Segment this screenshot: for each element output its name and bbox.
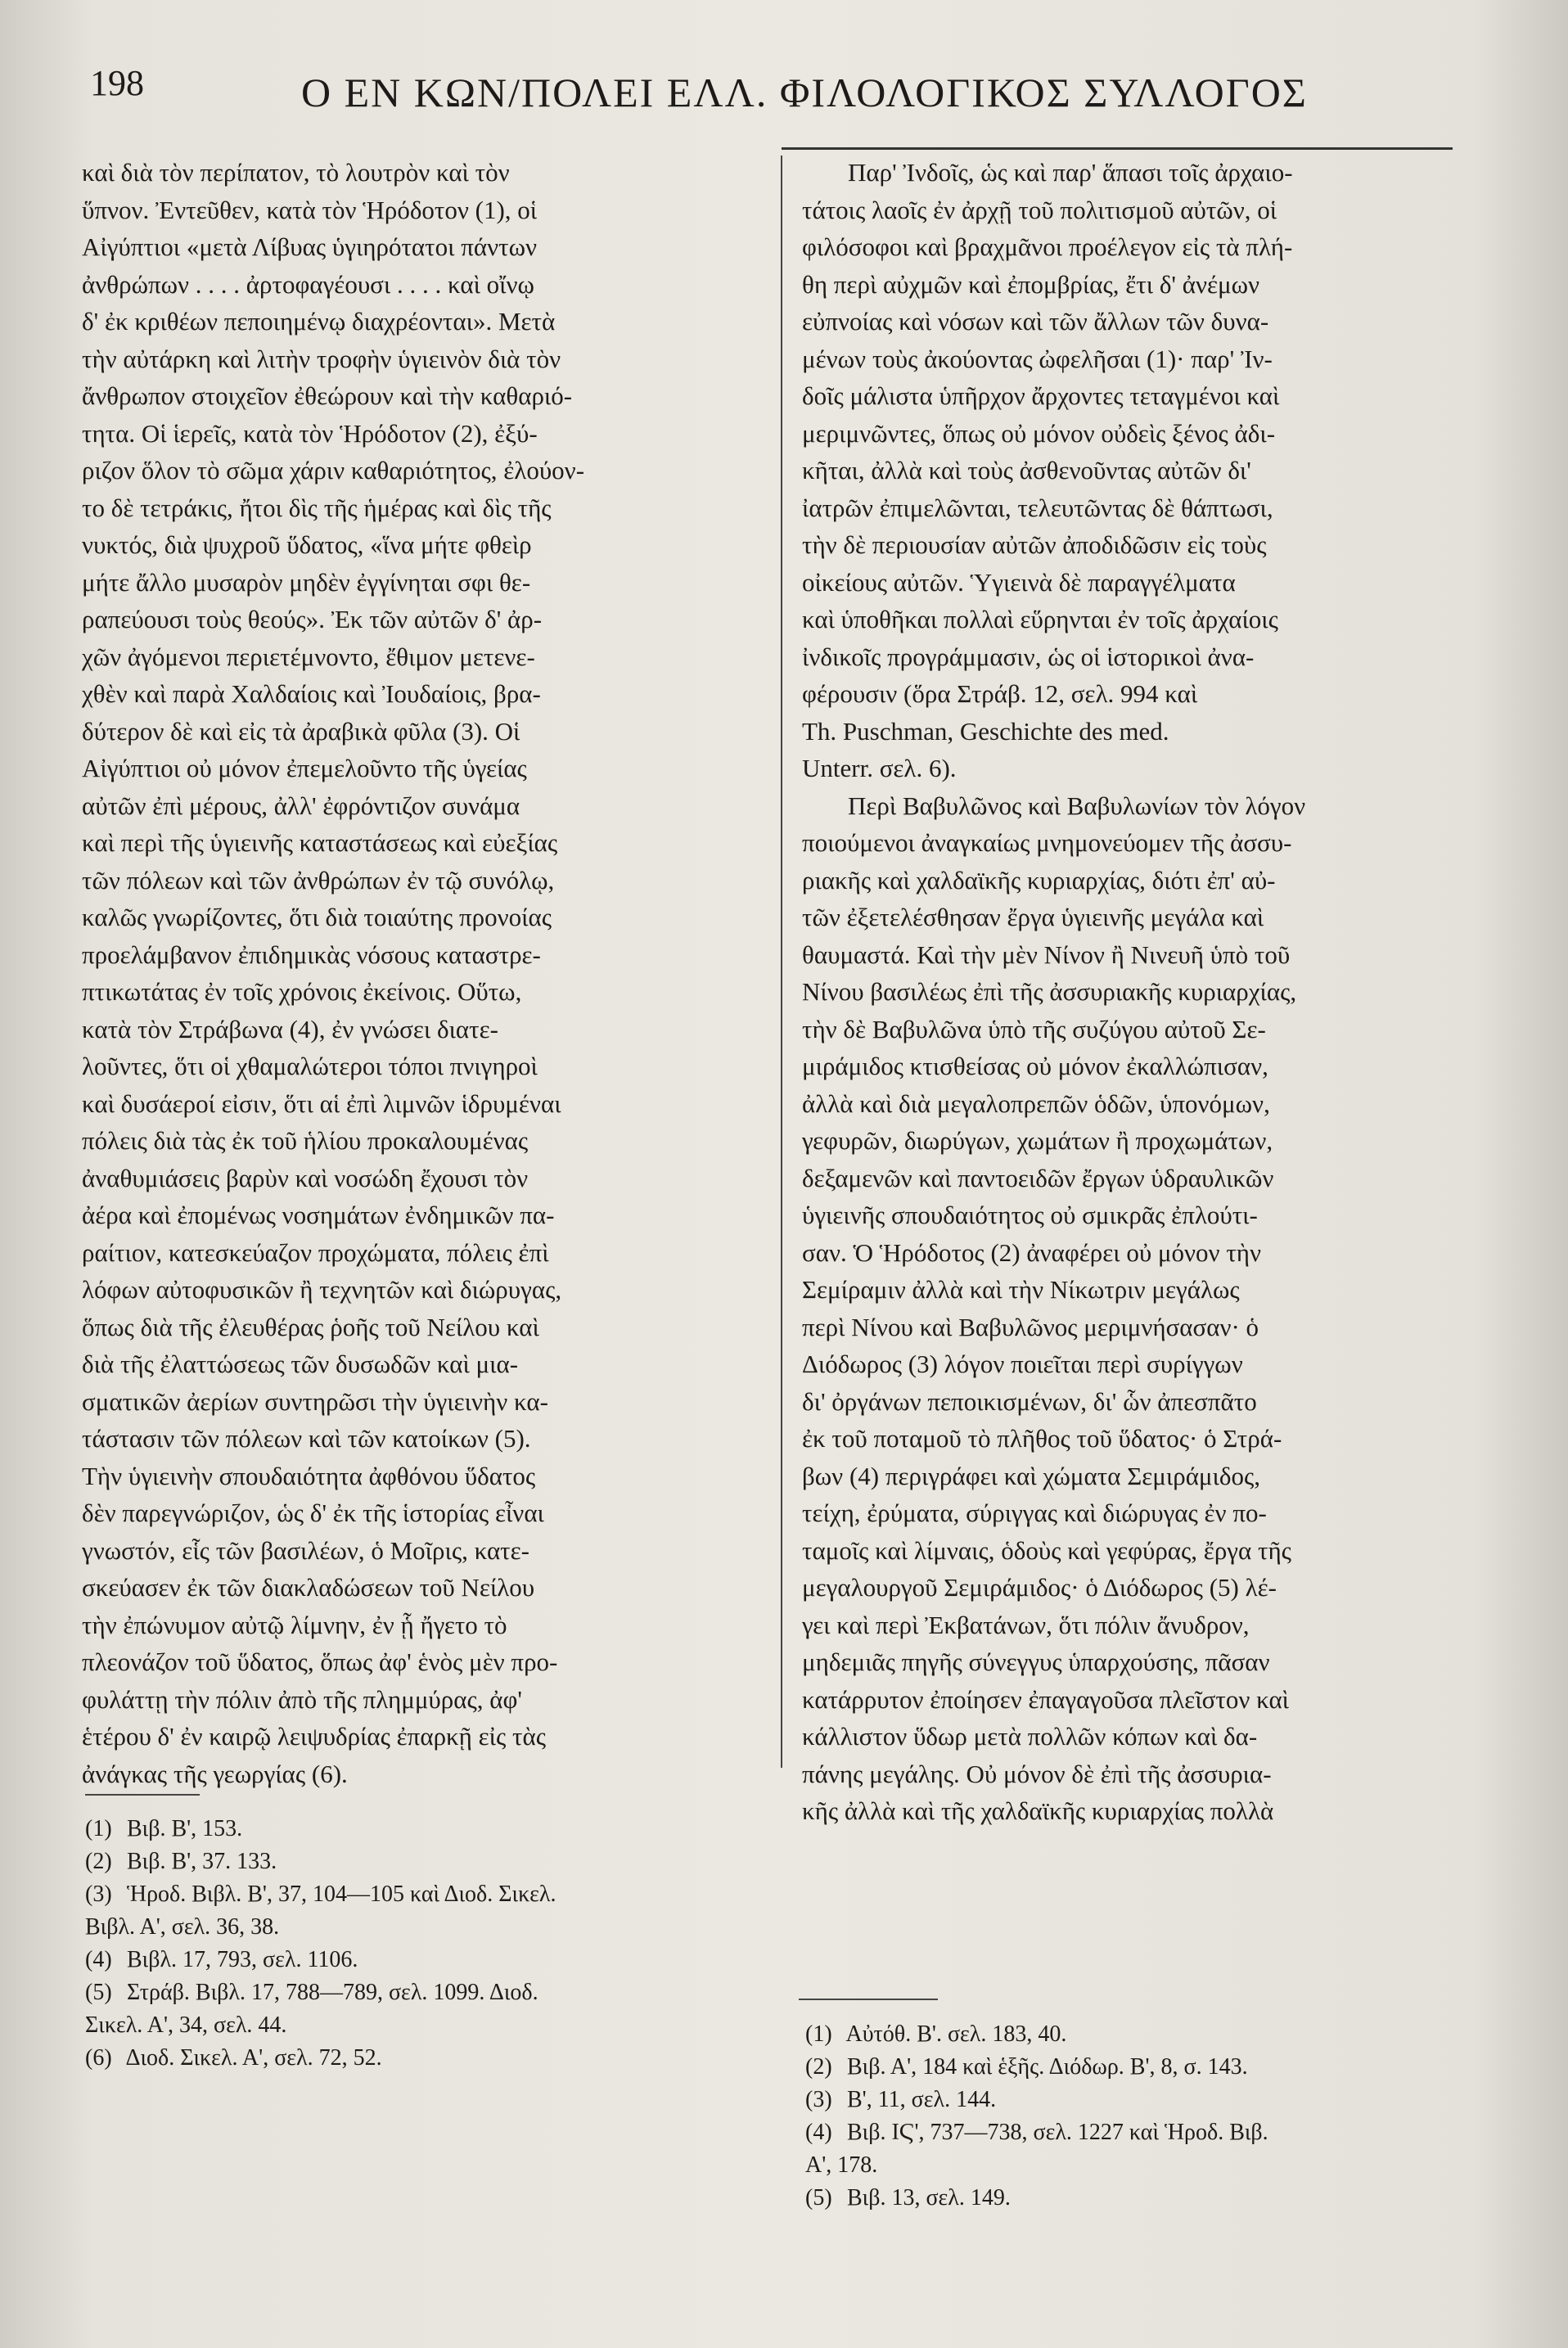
footnote — [85, 1944, 740, 1976]
footnote-marker: (1) — [805, 2021, 832, 2047]
footnote-text: Βιβ. Β', 37. 133. — [127, 1849, 277, 1874]
text-line: ἀνθρώπων . . . . ἀρτοφαγέουσι . . . . καὶ οἴνῳ — [82, 269, 534, 299]
footnotes-right — [805, 2018, 1460, 2215]
text-line: δ' ἐκ κριθέων πεποιημένῳ διαχρέονται». Μετὰ — [82, 307, 556, 336]
text-line: καλῶς γνωρίζοντες, ὅτι διὰ τοιαύτης προνοίας — [82, 903, 552, 931]
footnote-rule-left — [85, 1794, 200, 1796]
text-line: καὶ διὰ τὸν περίπατον, τὸ λουτρὸν καὶ τὸν — [82, 158, 510, 187]
text-line: τητα. Οἱ ἱερεῖς, κατὰ τὸν Ἡρόδοτον (2), ἐξύ- — [82, 418, 538, 448]
text-line: ἀέρα καὶ ἐπομένως νοσημάτων ἐνδημικῶν πα- — [82, 1201, 555, 1229]
text-line: φιλόσοφοι καὶ βραχμᾶνοι προέλεγον εἰς τὰ πλή- — [802, 232, 1293, 261]
text-line: μιράμιδος κτισθείσας οὐ μόνον ἐκαλλώπισαν, — [802, 1052, 1268, 1080]
text-line: τὴν αὐτάρκη καὶ λιτὴν τροφὴν ὑγιεινὸν διὰ τὸν — [82, 344, 561, 373]
footnote — [85, 1878, 740, 1911]
text-line: σκεύασεν ἐκ τῶν διακλαδώσεων τοῦ Νείλου — [82, 1573, 535, 1602]
text-line: φυλάττῃ τὴν πόλιν ἀπὸ τῆς πλημμύρας, ἀφ' — [82, 1684, 522, 1714]
text-line: Unterr. σελ. 6). — [802, 754, 957, 782]
text-line: σαν. Ὁ Ἡρόδοτος (2) ἀναφέρει οὐ μόνον τὴν — [802, 1237, 1262, 1267]
text-line: λόφων αὐτοφυσικῶν ἢ τεχνητῶν καὶ διώρυγας, — [82, 1275, 562, 1304]
text-line: αὐτῶν ἐπὶ μέρους, ἀλλ' ἐφρόντιζον συνάμα — [82, 791, 520, 820]
text-line: δὲν παρεγνώριζον, ὡς δ' ἐκ τῆς ἱστορίας εἶναι — [82, 1498, 544, 1527]
text-line: δι' ὀργάνων πεποικισμένων, δι' ὧν ἀπεσπᾶτο — [802, 1386, 1257, 1416]
text-line: ὅπως διὰ τῆς ἐλευθέρας ῥοῆς τοῦ Νείλου καὶ — [82, 1312, 539, 1341]
text-line: κατὰ τὸν Στράβωνα (4), ἐν γνώσει διατε- — [82, 1014, 498, 1043]
text-line: διὰ τῆς ἐλαττώσεως τῶν δυσωδῶν καὶ μια- — [82, 1350, 519, 1378]
text-line: φέρουσιν (ὅρα Στράβ. 12, σελ. 994 καὶ — [802, 679, 1198, 708]
text-line: ἰνδικοῖς προγράμμασιν, ὡς οἱ ἱστορικοὶ ἀνα- — [802, 642, 1255, 671]
page-number: 198 — [90, 63, 144, 103]
text-line: ποιούμενοι ἀναγκαίως μνημονεύομεν τῆς ἀσσυ- — [802, 828, 1292, 857]
text-line: ἄνθρωπον στοιχεῖον ἐθεώρουν καὶ τὴν καθαριό- — [82, 381, 573, 410]
text-line: τῶν ἐξετελέσθησαν ἔργα ὑγιεινῆς μεγάλα καὶ — [802, 903, 1264, 931]
footnote-marker: (1) — [85, 1816, 112, 1841]
text-line: κῆται, ἀλλὰ καὶ τοὺς ἀσθενοῦντας αὐτῶν δι' — [802, 456, 1251, 484]
text-line: μεγαλουργοῦ Σεμιράμιδος· ὁ Διόδωρος (5) λέ- — [802, 1573, 1277, 1602]
footnote-marker: (3) — [805, 2087, 832, 2112]
text-line: ραπεύουσι τοὺς θεούς». Ἐκ τῶν αὐτῶν δ' ἀρ- — [82, 605, 543, 633]
footnote-text: Αὐτόθ. Β'. σελ. 183, 40. — [845, 2021, 1067, 2047]
text-line: σματικῶν ἀερίων συντηρῶσι τὴν ὑγιεινὴν κα- — [82, 1386, 548, 1416]
footnote-text: Β', 11, σελ. 144. — [847, 2087, 997, 2112]
text-line: τείχη, ἐρύματα, σύριγγας καὶ διώρυγας ἐν πο- — [802, 1498, 1267, 1527]
text-line: καὶ περὶ τῆς ὑγιεινῆς καταστάσεως καὶ εὐεξίας — [82, 828, 558, 857]
text-line: δεξαμενῶν καὶ παντοειδῶν ἔργων ὑδραυλικῶν — [802, 1163, 1274, 1192]
footnote-marker: (5) — [805, 2185, 832, 2211]
text-line: ριζον ὅλον τὸ σῶμα χάριν καθαριότητος, ἐλούον- — [82, 456, 585, 484]
text-line: ριακῆς καὶ χαλδαϊκῆς κυριαρχίας, διότι ἐπ' αὐ- — [802, 865, 1276, 895]
text-line: προελάμβανον ἐπιδημικὰς νόσους καταστρε- — [82, 940, 541, 969]
footnote-text: Ἡροδ. Βιβλ. Β', 37, 104—105 καὶ Διοδ. Σικελ. — [127, 1882, 556, 1907]
text-line: μηδεμιᾶς πηγῆς σύνεγγυς ὑπαρχούσης, πᾶσαν — [802, 1647, 1270, 1676]
text-line: τὴν δὲ περιουσίαν αὐτῶν ἀποδιδῶσιν εἰς τοὺς — [802, 530, 1267, 559]
text-line: εὐπνοίας καὶ νόσων καὶ τῶν ἄλλων τῶν δυνα- — [802, 307, 1269, 336]
text-line: Τὴν ὑγιεινὴν σπουδαιότητα ἀφθόνου ὕδατος — [82, 1461, 536, 1490]
right-column — [802, 154, 1449, 1830]
footnote-text: Βιβ. 13, σελ. 149. — [847, 2185, 1011, 2211]
footnote — [85, 2042, 740, 2075]
text-line: γεφυρῶν, διωρύγων, χωμάτων ἢ προχωμάτων, — [802, 1126, 1273, 1155]
text-line: ὑγιεινῆς σπουδαιότητος οὐ σμικρᾶς ἐπλούτι- — [802, 1201, 1258, 1229]
text-line: οἰκείους αὐτῶν. Ὑγιεινὰ δὲ παραγγέλματα — [802, 567, 1236, 597]
text-line: τῶν πόλεων καὶ τῶν ἀνθρώπων ἐν τῷ συνόλῳ, — [82, 865, 555, 895]
text-line: γει καὶ περὶ Ἐκβατάνων, ὅτι πόλιν ἄνυδρον, — [802, 1610, 1250, 1639]
footnote-marker: (2) — [805, 2054, 832, 2080]
footnote — [85, 1976, 740, 2009]
footnote-continuation: Σικελ. Α', 34, σελ. 44. — [85, 2012, 287, 2038]
column-divider — [781, 155, 782, 1768]
footnote-marker: (5) — [85, 1980, 112, 2005]
footnote-marker: (3) — [85, 1882, 112, 1907]
text-line: μεριμνῶντες, ὅπως οὐ μόνον οὐδεὶς ξένος ἀδι- — [802, 418, 1276, 448]
page-header — [90, 56, 1473, 121]
text-line: χθὲν καὶ παρὰ Χαλδαίοις καὶ Ἰουδαίοις, βρα- — [82, 679, 541, 708]
text-line: Παρ' Ἰνδοῖς, ὡς καὶ παρ' ἅπασι τοῖς ἀρχαιο- — [848, 158, 1293, 187]
left-column — [82, 154, 753, 1792]
footnote-text: Βιβ. Β', 153. — [127, 1816, 243, 1841]
text-line: ἰατρῶν ἐπιμελῶνται, τελευτῶντας δὲ θάπτωσι, — [802, 493, 1273, 522]
text-line: τάτοις λαοῖς ἐν ἀρχῇ τοῦ πολιτισμοῦ αὐτῶν, οἱ — [802, 195, 1277, 224]
text-line: Αἰγύπτιοι «μετὰ Λίβυας ὑγιηρότατοι πάντων — [82, 232, 538, 261]
footnote — [85, 1846, 740, 1878]
footnote-marker: (2) — [85, 1849, 112, 1874]
text-line: πόλεις διὰ τὰς ἐκ τοῦ ἡλίου προκαλουμένας — [82, 1126, 529, 1155]
text-line: κάλλιστον ὕδωρ μετὰ πολλῶν κόπων καὶ δα- — [802, 1722, 1258, 1751]
footnote — [805, 2018, 1460, 2051]
text-line: Διόδωρος (3) λόγον ποιεῖται περὶ συρίγγων — [802, 1350, 1243, 1378]
text-line: ἀνάγκας τῆς γεωργίας (6). — [82, 1759, 348, 1788]
text-line: νυκτός, διὰ ψυχροῦ ὕδατος, «ἵνα μήτε φθεὶρ — [82, 530, 532, 559]
footnote-marker: (4) — [85, 1947, 112, 1972]
text-line: ραίτιον, κατεσκεύαζον προχώματα, πόλεις ἐπὶ — [82, 1237, 549, 1267]
text-line: καὶ δυσάεροί εἰσιν, ὅτι αἱ ἐπὶ λιμνῶν ἱδρυμέναι — [82, 1088, 561, 1118]
running-head: Ο ΕΝ ΚΩΝ/ΠΟΛΕΙ ΕΛΛ. ΦΙΛΟΛΟΓΙΚΟΣ ΣΥΛΛΟΓΟΣ — [301, 70, 1308, 115]
text-line: χῶν ἀγόμενοι περιετέμνοντο, ἔθιμον μετενε- — [82, 642, 535, 671]
text-line: πτικωτάτας ἐν τοῖς χρόνοις ἐκείνοις. Οὕτω, — [82, 977, 522, 1006]
text-line: κῆς ἀλλὰ καὶ τῆς χαλδαϊκῆς κυριαρχίας πολλὰ — [802, 1796, 1274, 1825]
footnote-text: Βιβλ. 17, 793, σελ. 1106. — [127, 1947, 358, 1972]
text-line: καὶ ὑποθῆκαι πολλαὶ εὕρηνται ἐν τοῖς ἀρχαίοις — [802, 605, 1278, 633]
footnote — [805, 2051, 1460, 2084]
footnotes-left — [85, 1813, 740, 2075]
text-line: θαυμαστά. Καὶ τὴν μὲν Νίνον ἢ Νινευῆ ὑπὸ τοῦ — [802, 940, 1291, 969]
footnote-text: Βιβ. Α', 184 καὶ ἑξῆς. Διόδωρ. Β', 8, σ. 143. — [847, 2054, 1248, 2080]
text-line: κατάρρυτον ἐποίησεν ἐπαγαγοῦσα πλεῖστον καὶ — [802, 1684, 1290, 1714]
text-line: ἑτέρου δ' ἐν καιρῷ λειψυδρίας ἐπαρκῇ εἰς τὰς — [82, 1722, 546, 1751]
text-line: μένων τοὺς ἀκούοντας ὠφελῆσαι (1)· παρ' Ἰν- — [802, 344, 1273, 373]
footnote-continuation: Α', 178. — [805, 2152, 878, 2178]
footnote-text: Στράβ. Βιβλ. 17, 788—789, σελ. 1099. Διοδ. — [127, 1980, 538, 2005]
footnote — [805, 2116, 1460, 2149]
text-line: ἀναθυμιάσεις βαρὺν καὶ νοσώδη ἔχουσι τὸν — [82, 1163, 529, 1192]
text-line: ὕπνον. Ἐντεῦθεν, κατὰ τὸν Ἡρόδοτον (1), οἱ — [82, 195, 538, 224]
text-line: πλεονάζον τοῦ ὕδατος, ὅπως ἀφ' ἑνὸς μὲν προ- — [82, 1647, 558, 1676]
footnote-marker: (4) — [805, 2120, 832, 2145]
text-line: Αἰγύπτιοι οὐ μόνον ἐπεμελοῦντο τῆς ὑγείας — [82, 754, 527, 782]
footnote-rule-right — [799, 1999, 938, 2000]
text-line: δοῖς μάλιστα ὑπῆρχον ἄρχοντες τεταγμένοι καὶ — [802, 381, 1280, 410]
text-line: τάστασιν τῶν πόλεων καὶ τῶν κατοίκων (5). — [82, 1424, 531, 1453]
text-line: ἐκ τοῦ ποταμοῦ τὸ πλῆθος τοῦ ὕδατος· ὁ Στρά- — [802, 1424, 1282, 1453]
footnote-marker: (6) — [85, 2045, 112, 2071]
text-line: Σεμίραμιν ἀλλὰ καὶ τὴν Νίκωτριν μεγάλως — [802, 1275, 1240, 1304]
text-line: βων (4) περιγράφει καὶ χώματα Σεμιράμιδος, — [802, 1461, 1261, 1490]
text-line: λοῦντες, ὅτι οἱ χθαμαλώτεροι τόποι πνιγηροὶ — [82, 1052, 538, 1080]
text-line: τὴν ἐπώνυμον αὐτῷ λίμνην, ἐν ᾗ ἤγετο τὸ — [82, 1610, 507, 1639]
text-line: γνωστόν, εἷς τῶν βασιλέων, ὁ Μοῖρις, κατε- — [82, 1535, 529, 1565]
header-rule — [782, 147, 1453, 150]
text-line: περὶ Νίνου καὶ Βαβυλῶνος μεριμνήσασαν· ὁ — [802, 1312, 1259, 1341]
text-line: ἀλλὰ καὶ διὰ μεγαλοπρεπῶν ὁδῶν, ὑπονόμων, — [802, 1088, 1270, 1118]
text-line: Th. Puschman, Geschichte des med. — [802, 716, 1169, 746]
footnote-text: Διοδ. Σικελ. Α', σελ. 72, 52. — [125, 2045, 382, 2071]
text-line: τὴν δὲ Βαβυλῶνα ὑπὸ τῆς συζύγου αὐτοῦ Σε- — [802, 1014, 1266, 1043]
text-line: Νίνου βασιλέως ἐπὶ τῆς ἀσσυριακῆς κυριαρχίας, — [802, 977, 1297, 1006]
footnote — [805, 2182, 1460, 2215]
text-line: δύτερον δὲ καὶ εἰς τὰ ἀραβικὰ φῦλα (3). Οἱ — [82, 716, 520, 746]
text-line: μήτε ἄλλο μυσαρὸν μηδὲν ἐγγίνηται σφι θε- — [82, 567, 531, 597]
footnote — [805, 2084, 1460, 2116]
text-line: θη περὶ αὐχμῶν καὶ ἐπομβρίας, ἔτι δ' ἀνέμων — [802, 269, 1260, 299]
footnote — [85, 1813, 740, 1846]
text-line: πάνης μεγάλης. Οὐ μόνον δὲ ἐπὶ τῆς ἀσσυρια- — [802, 1759, 1272, 1788]
text-line: ταμοῖς καὶ λίμναις, ὁδοὺς καὶ γεφύρας, ἔργα τῆς — [802, 1535, 1291, 1565]
footnote-continuation: Βιβλ. Α', σελ. 36, 38. — [85, 1914, 280, 1940]
text-line: το δὲ τετράκις, ἤτοι δὶς τῆς ἡμέρας καὶ δὶς τῆς — [82, 493, 552, 522]
text-line: Περὶ Βαβυλῶνος καὶ Βαβυλωνίων τὸν λόγον — [848, 791, 1306, 820]
footnote-text: Βιβ. ΙϚ', 737—738, σελ. 1227 καὶ Ἡροδ. Βιβ. — [847, 2120, 1268, 2145]
